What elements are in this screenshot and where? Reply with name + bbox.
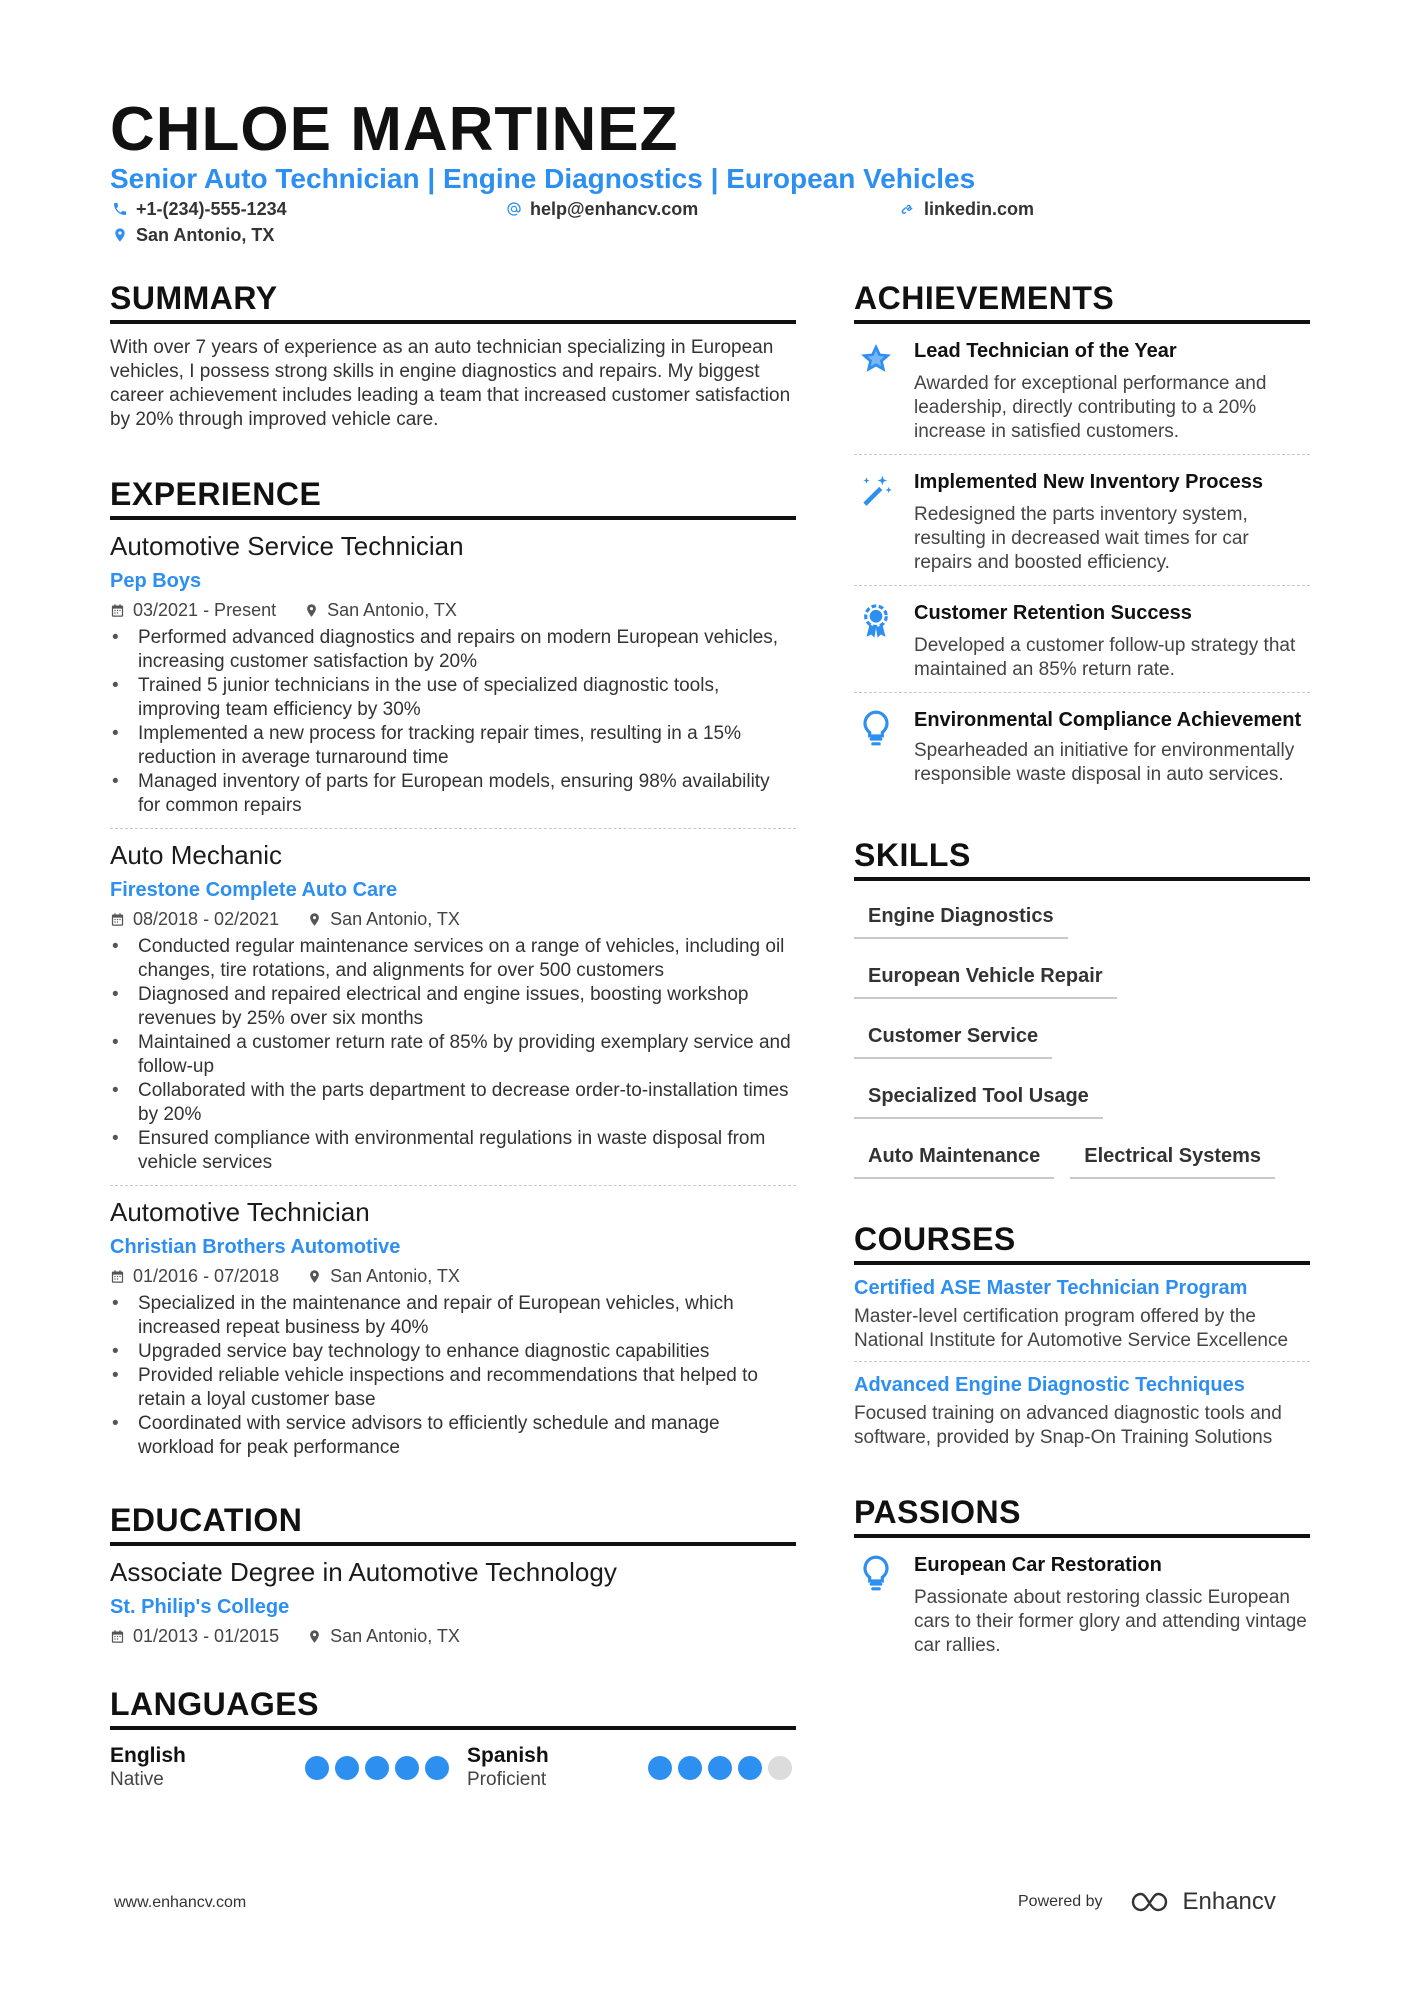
passions-heading: PASSIONS [854, 1492, 1310, 1538]
job-meta [110, 1264, 796, 1288]
languages-heading: LANGUAGES [110, 1684, 796, 1730]
achievement-item [854, 585, 1310, 692]
course-item [854, 1265, 1310, 1361]
job-bullet: • Diagnosed and repaired electrical and engine issues, boosting workshop revenues by 25% over six months [110, 983, 796, 1031]
job-dates-text: 01/2016 - 07/2018 [133, 1266, 280, 1286]
calendar-icon [110, 1269, 125, 1284]
achievement-title: Customer Retention Success [914, 602, 1192, 624]
experience-heading: EXPERIENCE [110, 474, 796, 520]
rating-dot [305, 1756, 329, 1780]
language-rating [648, 1756, 792, 1780]
achievement-desc: Redesigned the parts inventory system, resulting in decreased wait times for car repairs and boosted efficiency. [914, 504, 1249, 573]
lightbulb-icon [857, 1554, 895, 1592]
rating-dot [648, 1756, 672, 1780]
job-bullet: • Maintained a customer return rate of 85% by providing exemplary service and follow-up [110, 1031, 796, 1079]
rating-dot [678, 1756, 702, 1780]
skill-tag: Electrical Systems [1070, 1139, 1275, 1179]
course-title: Advanced Engine Diagnostic Techniques [854, 1374, 1245, 1396]
job-bullets [110, 626, 796, 818]
rating-dot [395, 1756, 419, 1780]
courses-heading: COURSES [854, 1219, 1310, 1265]
language-item [110, 1744, 453, 1792]
job-title: Automotive Technician [110, 1197, 370, 1227]
job-location-text: San Antonio, TX [330, 1266, 460, 1286]
rating-dot [708, 1756, 732, 1780]
achievement-icon-wrap [854, 707, 898, 787]
medal-icon [857, 602, 895, 640]
course-item [854, 1361, 1310, 1458]
footer-website[interactable]: www.enhancv.com [114, 1894, 247, 1911]
education-school: St. Philip's College [110, 1596, 290, 1618]
achievement-title: Implemented New Inventory Process [914, 471, 1264, 493]
left-column [110, 278, 796, 1792]
skills-heading: SKILLS [854, 835, 1310, 881]
achievement-title: Lead Technician of the Year [914, 340, 1177, 362]
education-meta [110, 1624, 796, 1648]
achievement-icon-wrap [854, 338, 898, 444]
skill-tag: Specialized Tool Usage [854, 1079, 1103, 1119]
job-entry [110, 520, 796, 818]
job-location [307, 907, 460, 931]
language-rating [305, 1756, 449, 1780]
powered-by-text: Powered by [1018, 1893, 1103, 1910]
course-title: Certified ASE Master Technician Program [854, 1277, 1248, 1299]
job-location-text: San Antonio, TX [330, 909, 460, 929]
languages-section [110, 1684, 796, 1792]
brand-name: Enhancv [1182, 1888, 1276, 1915]
education-degree: Associate Degree in Automotive Technology [110, 1557, 617, 1587]
rating-dot [768, 1756, 792, 1780]
job-bullet: • Coordinated with service advisors to efficiently schedule and manage workload for peak performance [110, 1412, 796, 1460]
calendar-icon [110, 1629, 125, 1644]
job-bullets [110, 1292, 796, 1460]
passion-title: European Car Restoration [914, 1554, 1162, 1576]
job-entry [110, 1185, 796, 1460]
achievement-icon-wrap [854, 600, 898, 682]
achievement-desc: Spearheaded an initiative for environmentally responsible waste disposal in auto services. [914, 740, 1295, 785]
job-dates-text: 08/2018 - 02/2021 [133, 909, 280, 929]
education-location-text: San Antonio, TX [330, 1626, 460, 1646]
enhancv-logo-icon [1129, 1890, 1175, 1914]
rating-dot [335, 1756, 359, 1780]
rating-dot [425, 1756, 449, 1780]
achievement-desc: Developed a customer follow-up strategy that maintained an 85% return rate. [914, 635, 1296, 680]
candidate-name: CHLOE MARTINEZ [110, 95, 679, 164]
location-pin-icon [307, 912, 322, 927]
job-bullet: • Implemented a new process for tracking repair times, resulting in a 15% reduction in average turnaround time [110, 722, 796, 770]
education-entry [110, 1546, 796, 1648]
achievements-heading: ACHIEVEMENTS [854, 278, 1310, 324]
education-dates [110, 1624, 279, 1648]
skills-list [854, 899, 1310, 1179]
course-desc: Focused training on advanced diagnostic tools and software, provided by Snap-On Training Solutions [854, 1403, 1282, 1448]
course-desc: Master-level certification program offered by the National Institute for Automotive Service Excellence [854, 1306, 1289, 1351]
email-text[interactable]: help@enhancv.com [530, 199, 699, 219]
job-location-text: San Antonio, TX [327, 600, 457, 620]
job-bullet: • Collaborated with the parts department to decrease order-to-installation times by 20% [110, 1079, 796, 1127]
job-bullet: • Performed advanced diagnostics and repairs on modern European vehicles, increasing customer satisfaction by 20% [110, 626, 796, 674]
achievement-item [854, 692, 1310, 797]
rating-dot [365, 1756, 389, 1780]
location-pin-icon [304, 603, 319, 618]
job-dates-text: 03/2021 - Present [133, 600, 277, 620]
job-location [304, 598, 457, 622]
job-company: Christian Brothers Automotive [110, 1236, 401, 1258]
passion-icon-wrap [854, 1552, 898, 1658]
language-name: Spanish [467, 1744, 549, 1767]
job-bullets [110, 935, 796, 1175]
education-location [307, 1624, 460, 1648]
skill-tag: Engine Diagnostics [854, 899, 1068, 939]
rating-dot [738, 1756, 762, 1780]
wand-icon [857, 471, 895, 509]
skill-tag: European Vehicle Repair [854, 959, 1117, 999]
contact-email[interactable] [506, 198, 698, 220]
summary-section [110, 278, 796, 432]
phone-text: +1-(234)-555-1234 [136, 199, 287, 219]
achievement-item [854, 454, 1310, 585]
skill-tag: Customer Service [854, 1019, 1052, 1059]
courses-section [854, 1219, 1310, 1458]
passions-section [854, 1492, 1310, 1668]
at-icon [506, 201, 522, 217]
job-meta [110, 907, 796, 931]
contact-linkedin[interactable] [900, 198, 1034, 220]
right-column [854, 278, 1310, 1668]
link-icon [900, 201, 916, 217]
star-icon [857, 340, 895, 378]
job-bullet: • Managed inventory of parts for European models, ensuring 98% availability for common repairs [110, 770, 796, 818]
achievement-icon-wrap [854, 469, 898, 575]
location-pin-icon [307, 1269, 322, 1284]
job-bullet: • Specialized in the maintenance and repair of European vehicles, which increased repeat business by 40% [110, 1292, 796, 1340]
calendar-icon [110, 603, 125, 618]
education-dates-text: 01/2013 - 01/2015 [133, 1626, 280, 1646]
job-location [307, 1264, 460, 1288]
achievements-section [854, 278, 1310, 797]
job-dates [110, 598, 276, 622]
summary-heading: SUMMARY [110, 278, 796, 324]
education-heading: EDUCATION [110, 1500, 796, 1546]
calendar-icon [110, 912, 125, 927]
contact-location [112, 224, 274, 246]
job-bullet: • Provided reliable vehicle inspections and recommendations that helped to retain a loyal customer base [110, 1364, 796, 1412]
job-dates [110, 907, 279, 931]
job-entry [110, 828, 796, 1175]
language-item [453, 1744, 796, 1792]
passion-desc: Passionate about restoring classic European cars to their former glory and attending vintage car rallies. [914, 1587, 1307, 1656]
job-bullet: • Trained 5 junior technicians in the use of specialized diagnostic tools, improving team efficiency by 30% [110, 674, 796, 722]
footer-branding [1018, 1888, 1276, 1916]
job-title: Auto Mechanic [110, 840, 282, 870]
location-pin-icon [112, 227, 128, 243]
job-meta [110, 598, 796, 622]
job-bullet: • Conducted regular maintenance services on a range of vehicles, including oil changes, tire rotations, and alignments for over 500 customers [110, 935, 796, 983]
education-section [110, 1500, 796, 1648]
job-bullet: • Ensured compliance with environmental regulations in waste disposal from vehicle services [110, 1127, 796, 1175]
passion-item [854, 1538, 1310, 1668]
candidate-title: Senior Auto Technician | Engine Diagnostics | European Vehicles [110, 163, 976, 194]
phone-icon [112, 201, 128, 217]
language-name: English [110, 1744, 186, 1767]
achievement-title: Environmental Compliance Achievement [914, 709, 1302, 731]
job-company: Pep Boys [110, 570, 202, 592]
language-level: Native [110, 1769, 164, 1790]
achievement-desc: Awarded for exceptional performance and leadership, directly contributing to a 20% increase in satisfied customers. [914, 373, 1267, 442]
skill-tag: Auto Maintenance [854, 1139, 1054, 1179]
job-title: Automotive Service Technician [110, 531, 464, 561]
location-text: San Antonio, TX [136, 225, 275, 245]
summary-text: With over 7 years of experience as an auto technician specializing in European vehicles, I possess strong skills in engine diagnostics and repairs. My biggest career achievement includes leading a team that increased customer satisfaction by 20% through improved vehicle care. [110, 337, 791, 430]
languages-list [110, 1744, 796, 1792]
contact-phone [112, 198, 287, 220]
location-pin-icon [307, 1629, 322, 1644]
skills-section [854, 835, 1310, 1179]
lightbulb-icon [857, 709, 895, 747]
brand-logo[interactable] [1129, 1888, 1276, 1916]
linkedin-text[interactable]: linkedin.com [924, 199, 1035, 219]
job-bullet: • Upgraded service bay technology to enhance diagnostic capabilities [110, 1340, 796, 1364]
language-level: Proficient [467, 1769, 547, 1790]
job-company: Firestone Complete Auto Care [110, 879, 398, 901]
achievement-item [854, 324, 1310, 454]
job-dates [110, 1264, 279, 1288]
experience-section [110, 474, 796, 1460]
